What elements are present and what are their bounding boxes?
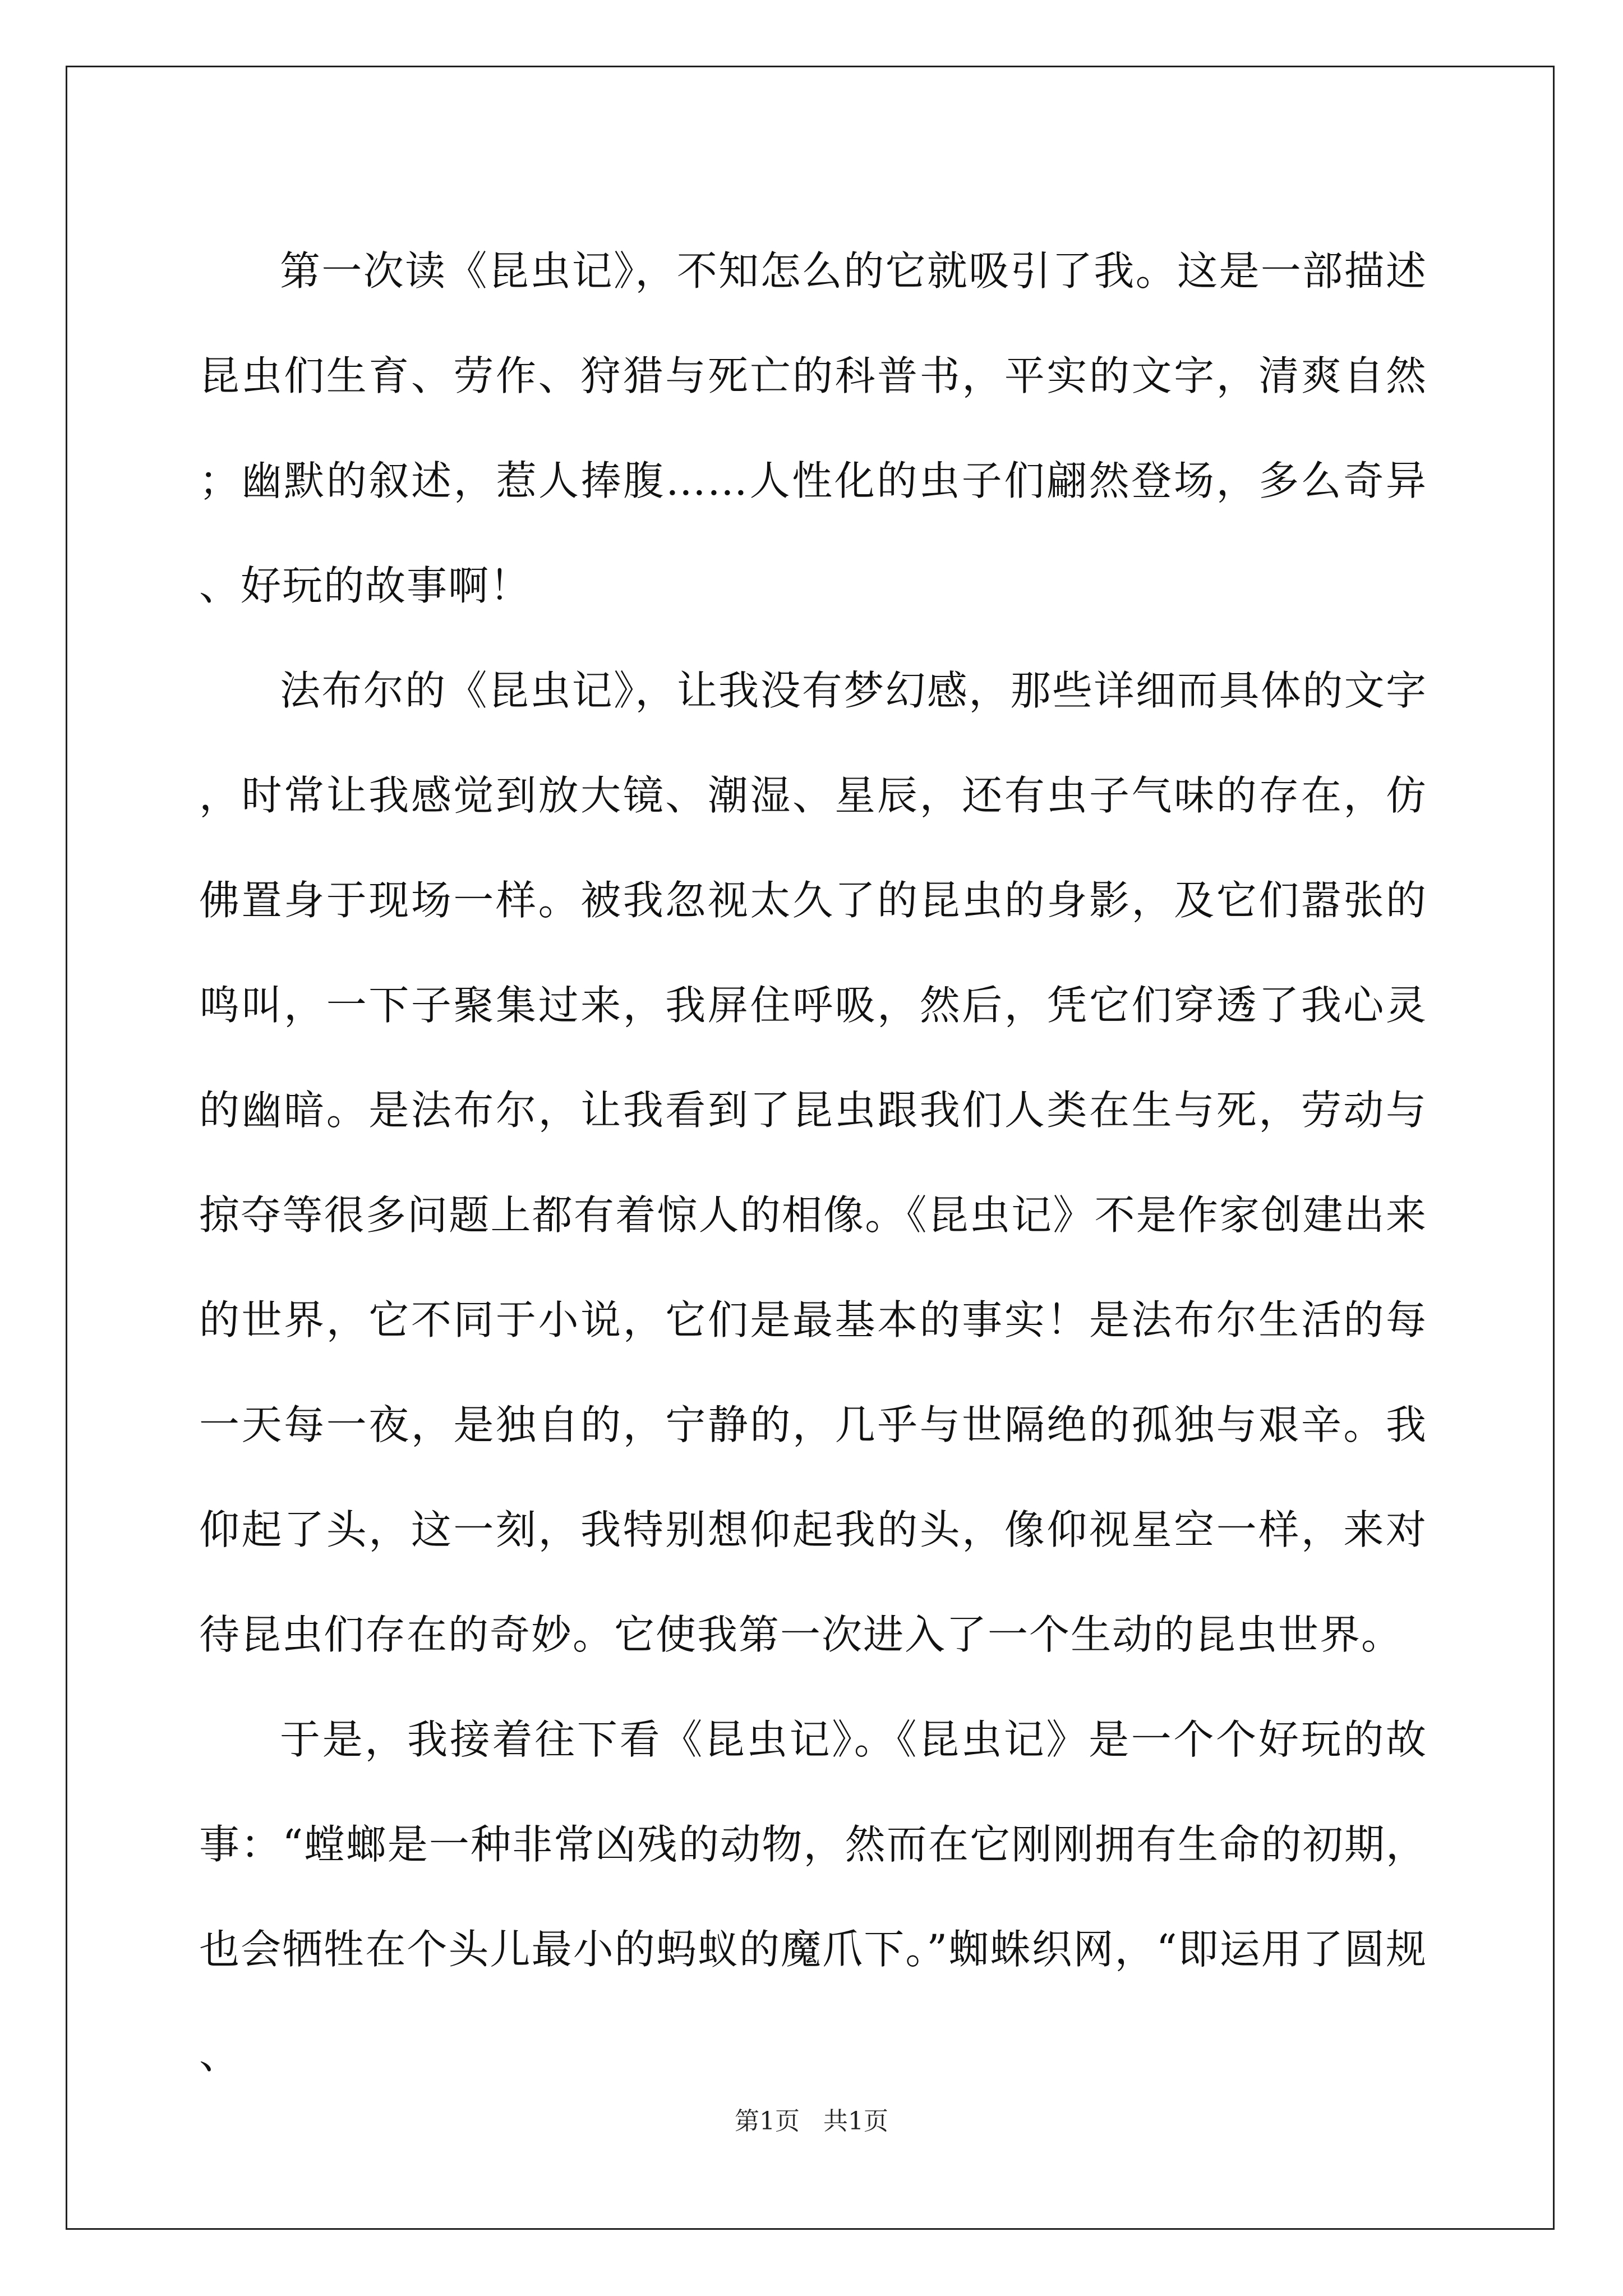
paragraph-2: 法布尔的《昆虫记》，让我没有梦幻感，那些详细而具体的文字，时常让我感觉到放大镜、潮湿、星辰，还有虫子气味的存在，仿佛置身于现场一样。被我忽视太久了的昆虫的身影，及它们嚣张的鸣叫，一下子聚集过来，我屏住呼吸，然后，凭它们穿透了我心灵的幽暗。是法布尔，让我看到了昆虫跟我们人类在生与死，劳动与掠夺等很多问题上都有着惊人的相像。《昆虫记》不是作家创建出来的世界，它不同于小说，它们是最基本的事实！是法布尔生活的每一天每一夜，是独自的，宁静的，几乎与世隔绝的孤独与艰辛。我仰起了头，这一刻，我特别想仰起我的头，像仰视星空一样，来对待昆虫们存在的奇妙。它使我第一次进入了一个生动的昆虫世界。: [199, 667, 1427, 1658]
page-footer: 第1页 共1页: [735, 2107, 888, 2136]
paragraph-3: 于是，我接着往下看《昆虫记》。《昆虫记》是一个个好玩的故事：“螳螂是一种非常凶残的动物，然而在它刚刚拥有生命的初期，也会牺牲在个头儿最小的蚂蚁的魔爪下。”蜘蛛织网，“即运用了圆规、: [199, 1716, 1427, 2078]
document-body: [199, 219, 1427, 2107]
paragraph-1: 第一次读《昆虫记》，不知怎么的它就吸引了我。这是一部描述昆虫们生育、劳作、狩猎与死亡的科普书，平实的文字，清爽自然；幽默的叙述，惹人捧腹……人性化的虫子们翩然登场，多么奇异、好玩的故事啊！: [199, 247, 1427, 609]
